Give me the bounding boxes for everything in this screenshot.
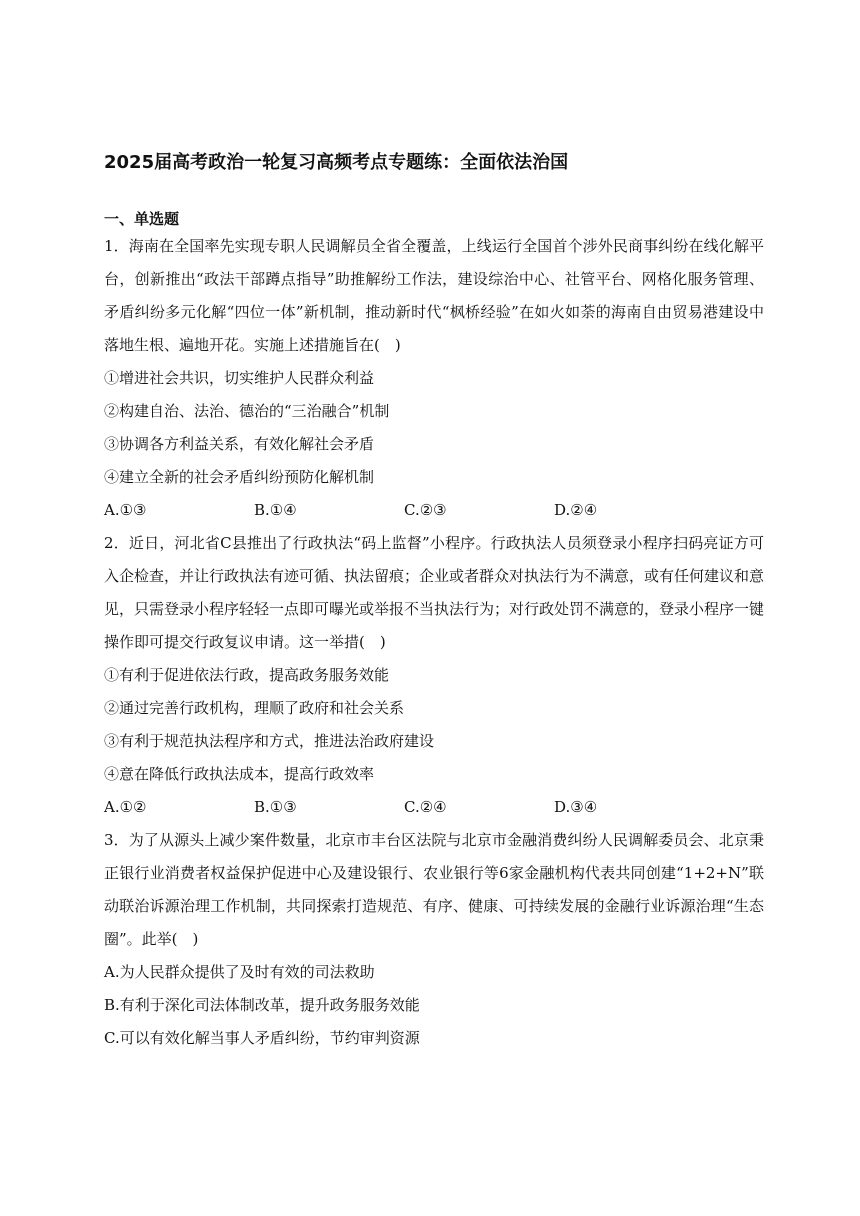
statement: ②构建自治、法治、德治的“三治融合”机制: [104, 402, 390, 420]
statement: ③有利于规范执法程序和方式，推进法治政府建设: [104, 732, 435, 750]
section-heading: 一、单选题: [104, 210, 180, 228]
choice-b: B.①③: [254, 798, 297, 816]
option-line: C.可以有效化解当事人矛盾纠纷，节约审判资源: [104, 1029, 420, 1047]
choice-a: A.①②: [104, 798, 147, 816]
question-2: [104, 527, 764, 824]
question-stem: 1．海南在全国率先实现专职人民调解员全省全覆盖，上线运行全国首个涉外民商事纠纷在线化解平台，创新推出“政法干部蹲点指导”助推解纷工作法，建设综治中心、社管平台、网格化服务管理、矛盾纠纷多元化解“四位一体”新机制，推动新时代“枫桥经验”在如火如荼的海南自由贸易港建设中落地生根、遍地开花。实施上述措施旨在( ): [104, 237, 764, 354]
question-stem: 3．为了从源头上减少案件数量，北京市丰台区法院与北京市金融消费纠纷人民调解委员会、北京秉正银行业消费者权益保护促进中心及建设银行、农业银行等6家金融机构代表共同创建“1+2+N”联动联治诉源治理工作机制，共同探索打造规范、有序、健康、可持续发展的金融行业诉源治理“生态圈”。此举( ): [104, 831, 764, 948]
answer-choices: [104, 494, 764, 527]
statement: ④意在降低行政执法成本，提高行政效率: [104, 765, 375, 783]
choice-c: C.②③: [404, 501, 447, 519]
question-stem: 2．近日，河北省C县推出了行政执法“码上监督”小程序。行政执法人员须登录小程序扫码亮证方可入企检查，并让行政执法有迹可循、执法留痕；企业或者群众对执法行为不满意，或有任何建议和意见，只需登录小程序轻轻一点即可曝光或举报不当执法行为；对行政处罚不满意的，登录小程序一键操作即可提交行政复议申请。这一举措( ): [104, 534, 765, 651]
statement: ④建立全新的社会矛盾纠纷预防化解机制: [104, 468, 375, 486]
statement: ②通过完善行政机构，理顺了政府和社会关系: [104, 699, 405, 717]
option-line: A.为人民群众提供了及时有效的司法救助: [104, 963, 375, 981]
choice-b: B.①④: [254, 501, 297, 519]
document-title: 2025届高考政治一轮复习高频考点专题练：全面依法治国: [104, 152, 569, 173]
document-page: [104, 150, 764, 1055]
choice-a: A.①③: [104, 501, 147, 519]
choice-c: C.②④: [404, 798, 447, 816]
option-line: B.有利于深化司法体制改革，提升政务服务效能: [104, 996, 420, 1014]
statement: ①有利于促进依法行政，提高政务服务效能: [104, 666, 390, 684]
statement: ①增进社会共识，切实维护人民群众利益: [104, 369, 375, 387]
question-3: [104, 824, 764, 1055]
choice-d: D.②④: [554, 501, 598, 519]
choice-d: D.③④: [554, 798, 598, 816]
answer-choices: [104, 791, 764, 824]
question-1: [104, 230, 764, 527]
statement: ③协调各方利益关系，有效化解社会矛盾: [104, 435, 375, 453]
